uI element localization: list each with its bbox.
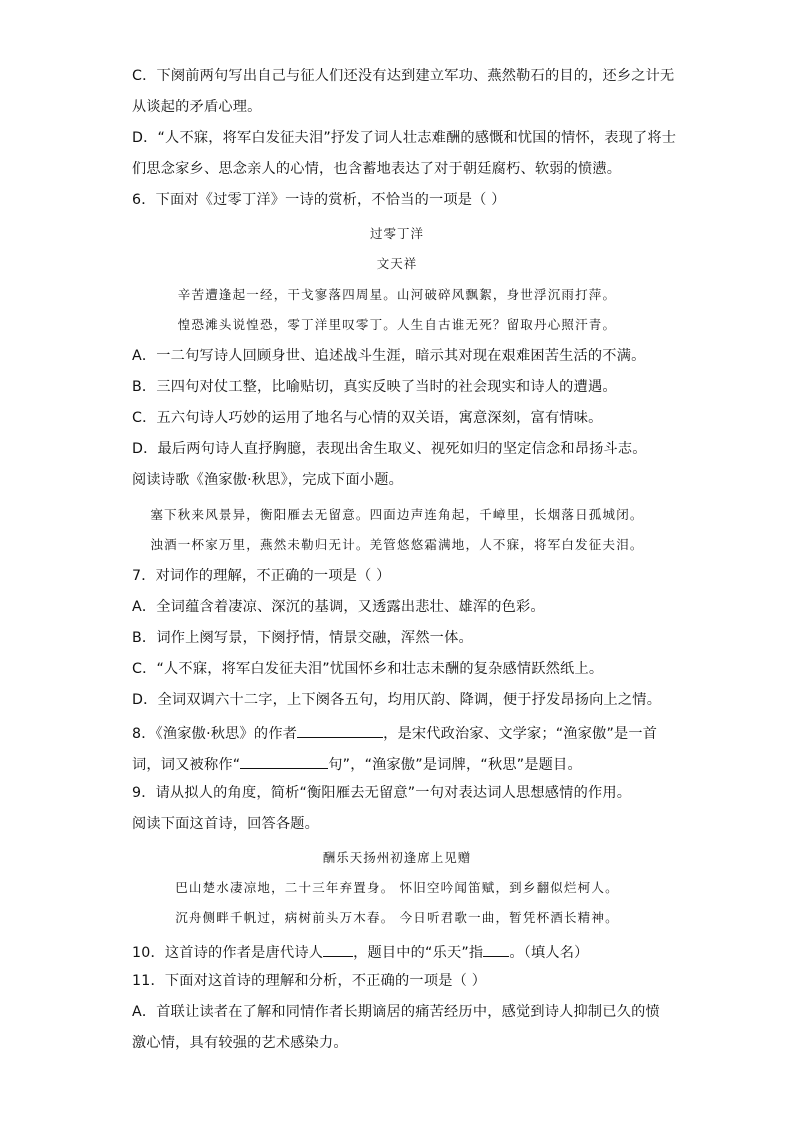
q10-text-c: 。（填人名） [509, 945, 589, 961]
q6-option-c: C．五六句诗人巧妙的运用了地名与心情的双关语，寓意深刻，富有情味。 [132, 410, 603, 426]
q10-answer-blank-letian[interactable] [483, 940, 509, 957]
q7-option-d: D．全词双调六十二字，上下阕各五句，均用仄韵、降调，便于抒发昂扬向上之情。 [132, 692, 662, 708]
q8-answer-blank-name[interactable] [240, 752, 328, 769]
q6-option-a: A．一二句写诗人回顾身世、追述战斗生涯，暗示其对现在艰难困苦生活的不满。 [132, 348, 646, 364]
q5-option-c-line2: 从谈起的矛盾心理。 [132, 99, 262, 115]
reading-instruction-1: 阅读诗歌《渔家傲·秋思》，完成下面小题。 [132, 472, 403, 488]
poem1-title: 过零丁洋 [369, 226, 424, 241]
poem1-author: 文天祥 [376, 256, 418, 271]
question-8-line2 [132, 752, 672, 775]
q5-option-c-line1: C．下阕前两句写出自己与征人们还没有达到建立军功、燕然勒石的目的，还乡之计无 [132, 68, 675, 84]
q5-option-d-line2: 们思念家乡、思念亲人的心情，也含蓄地表达了对于朝廷腐朽、软弱的愤懑。 [132, 161, 622, 177]
poem1-line2: 惶恐滩头说惶恐，零丁洋里叹零丁。人生自古谁无死？留取丹心照汗青。 [177, 317, 617, 332]
q8-text-a: 8．《渔家傲·秋思》的作者 [132, 726, 298, 742]
question-6: 6．下面对《过零丁洋》一诗的赏析，不恰当的一项是（ ） [132, 192, 506, 208]
q10-answer-blank-poet[interactable] [323, 940, 353, 957]
poem1-line1: 辛苦遭逢起一经，干戈寥落四周星。山河破碎风飘絮，身世浮沉雨打萍。 [177, 287, 617, 302]
q5-option-d-line1: D．“人不寐，将军白发征夫泪”抒发了词人壮志难酬的感慨和忧国的情怀，表现了将士 [132, 130, 677, 146]
question-11: 11．下面对这首诗的理解和分析，不正确的一项是（ ） [132, 973, 487, 989]
poem3-title: 酬乐天扬州初逢席上见赠 [322, 850, 472, 865]
q8-answer-blank-author[interactable] [297, 721, 383, 738]
q8-text-c: 词，词又被称作“ [132, 757, 241, 773]
q6-option-b: B．三四句对仗工整，比喻贴切，真实反映了当时的社会现实和诗人的遭遇。 [132, 379, 617, 395]
question-9: 9．请从拟人的角度，简析“衡阳雁去无留意”一句对表达词人思想感情的作用。 [132, 785, 632, 801]
q11-option-a-line2: 激心情，具有较强的艺术感染力。 [132, 1035, 348, 1051]
question-8-line1 [132, 721, 672, 744]
q8-text-d: 句”，“渔家傲”是词牌，“秋思”是题目。 [328, 757, 582, 773]
poem2-line1: 塞下秋来风景异，衡阳雁去无留意。四面边声连角起，千嶂里，长烟落日孤城闭。 [150, 507, 644, 522]
q10-text-a: 10．这首诗的作者是唐代诗人 [132, 945, 324, 961]
poem2-line2: 浊酒一杯家万里，燕然未勒归无计。羌管悠悠霜满地，人不寐，将军白发征夫泪。 [150, 537, 644, 552]
poem3-line2: 沉舟侧畔千帆过，病树前头万木春。 今日听君歌一曲，暂凭杯酒长精神。 [175, 910, 619, 925]
q10-text-b: ，题目中的“乐天”指 [353, 945, 484, 961]
q7-option-b: B．词作上阕写景，下阕抒情，情景交融，浑然一体。 [132, 630, 473, 646]
reading-instruction-2: 阅读下面这首诗，回答各题。 [132, 816, 320, 832]
question-10 [132, 940, 672, 963]
question-7: 7．对词作的理解，不正确的一项是（ ） [132, 568, 391, 584]
q11-option-a-line1: A．首联让读者在了解和同情作者长期谪居的痛苦经历中，感觉到诗人抑制已久的愤 [132, 1004, 660, 1020]
q7-option-c: C．“人不寐，将军白发征夫泪”忧国怀乡和壮志未酬的复杂感情跃然纸上。 [132, 661, 604, 677]
q8-text-b: ，是宋代政治家、文学家；“渔家傲”是一首 [383, 726, 658, 742]
poem3-line1: 巴山楚水凄凉地，二十三年弃置身。 怀旧空吟闻笛赋，到乡翻似烂柯人。 [175, 880, 619, 895]
q6-option-d: D．最后两句诗人直抒胸臆，表现出舍生取义、视死如归的坚定信念和昂扬斗志。 [132, 441, 647, 457]
q7-option-a: A．全词蕴含着凄凉、深沉的基调，又透露出悲壮、雄浑的色彩。 [132, 599, 545, 615]
